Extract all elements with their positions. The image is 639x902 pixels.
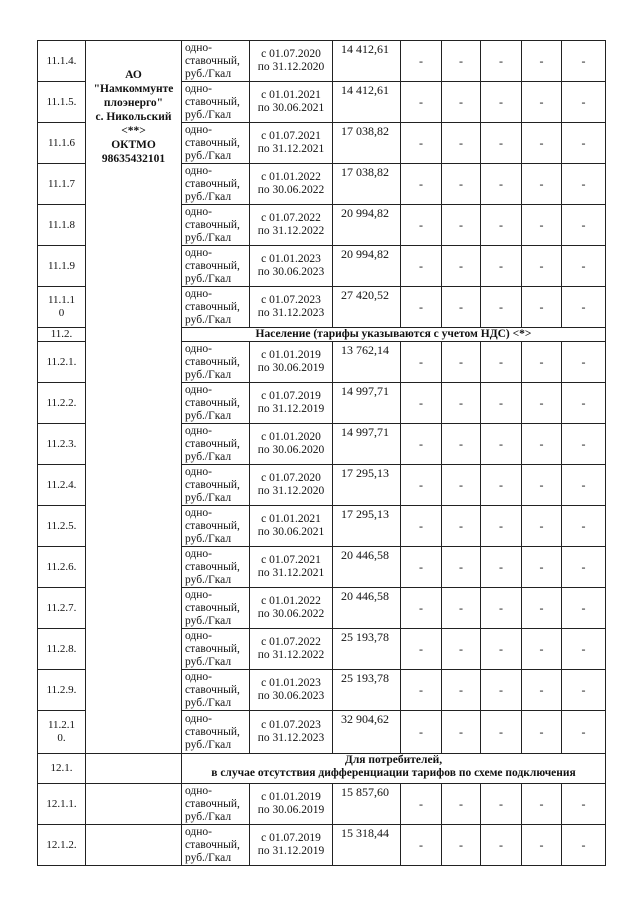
empty-value-dash: - xyxy=(401,246,442,287)
tariff-period xyxy=(250,465,333,506)
section-number: 12.1. xyxy=(38,754,86,784)
empty-value-dash: - xyxy=(562,825,606,866)
tariff-type-line: ставочный, xyxy=(185,725,240,738)
organization-line7: 98635432101 xyxy=(101,153,166,165)
tariff-type-line: одно- xyxy=(185,712,213,725)
period-to: по 31.12.2020 xyxy=(257,61,325,73)
tariff-type-line: одно- xyxy=(185,164,213,177)
tariff-table xyxy=(37,40,606,866)
row-number: 11.2.8. xyxy=(38,629,86,670)
tariff-type-line: одно- xyxy=(185,588,213,601)
period-to: по 31.12.2022 xyxy=(257,225,325,237)
tariff-period xyxy=(250,164,333,205)
empty-value-dash: - xyxy=(481,784,522,825)
empty-value-dash: - xyxy=(401,465,442,506)
empty-value-dash: - xyxy=(442,41,481,82)
tariff-period xyxy=(250,41,333,82)
tariff-type-line: руб./Гкал xyxy=(185,368,232,381)
empty-value-dash: - xyxy=(442,506,481,547)
empty-value-dash: - xyxy=(562,465,606,506)
period-from: с 01.07.2021 xyxy=(261,554,321,566)
empty-value-dash: - xyxy=(401,711,442,754)
empty-value-dash: - xyxy=(522,287,562,328)
empty-value-dash: - xyxy=(401,424,442,465)
empty-value-dash: - xyxy=(442,205,481,246)
tariff-value: 14 997,71 xyxy=(333,424,401,465)
empty-value-dash: - xyxy=(562,711,606,754)
period-from: с 01.01.2022 xyxy=(261,171,321,183)
empty-value-dash: - xyxy=(442,164,481,205)
tariff-type xyxy=(182,123,250,164)
empty-value-dash: - xyxy=(481,465,522,506)
period-from: с 01.01.2021 xyxy=(261,513,321,525)
tariff-period xyxy=(250,825,333,866)
empty-value-dash: - xyxy=(562,82,606,123)
tariff-period xyxy=(250,506,333,547)
tariff-value: 17 295,13 xyxy=(333,465,401,506)
empty-value-dash: - xyxy=(401,506,442,547)
empty-value-dash: - xyxy=(442,82,481,123)
empty-value-dash: - xyxy=(481,82,522,123)
tariff-value: 15 857,60 xyxy=(333,784,401,825)
period-to: по 30.06.2022 xyxy=(257,184,325,196)
tariff-type-line: одно- xyxy=(185,629,213,642)
tariff-value: 25 193,78 xyxy=(333,670,401,711)
empty-value-dash: - xyxy=(481,506,522,547)
empty-value-dash: - xyxy=(522,342,562,383)
empty-value-dash: - xyxy=(442,383,481,424)
tariff-type-line: одно- xyxy=(185,784,213,797)
tariff-type xyxy=(182,784,250,825)
row-number: 11.1.5. xyxy=(38,82,86,123)
tariff-table-body xyxy=(38,41,606,866)
tariff-type-line: ставочный, xyxy=(185,136,240,149)
empty-value-dash: - xyxy=(522,383,562,424)
empty-value-dash: - xyxy=(481,629,522,670)
empty-value-dash: - xyxy=(401,629,442,670)
tariff-type-line: одно- xyxy=(185,246,213,259)
tariff-period xyxy=(250,670,333,711)
tariff-type-line: одно- xyxy=(185,465,213,478)
row-number: 11.2.6. xyxy=(38,547,86,588)
period-from: с 01.01.2019 xyxy=(261,349,321,361)
period-from: с 01.01.2023 xyxy=(261,253,321,265)
organization-line5: <**> xyxy=(121,125,146,137)
empty-value-dash: - xyxy=(442,629,481,670)
row-number: 11.2.5. xyxy=(38,506,86,547)
tariff-type-line: ставочный, xyxy=(185,437,240,450)
tariff-type xyxy=(182,164,250,205)
tariff-type-line: ставочный, xyxy=(185,478,240,491)
empty-value-dash: - xyxy=(562,123,606,164)
empty-value-dash: - xyxy=(401,287,442,328)
tariff-type-line: руб./Гкал xyxy=(185,614,232,627)
row-number-line: 11.2.1 xyxy=(47,719,76,731)
tariff-type-line: ставочный, xyxy=(185,560,240,573)
tariff-type-line: ставочный, xyxy=(185,300,240,313)
tariff-type-line: руб./Гкал xyxy=(185,450,232,463)
tariff-type xyxy=(182,629,250,670)
tariff-type-line: одно- xyxy=(185,424,213,437)
empty-value-dash: - xyxy=(562,784,606,825)
tariff-type xyxy=(182,670,250,711)
row-number-line: 11.1.1 xyxy=(47,294,76,306)
empty-value-dash: - xyxy=(522,588,562,629)
period-to: по 30.06.2020 xyxy=(257,444,325,456)
period-to: по 31.12.2021 xyxy=(257,143,325,155)
tariff-type-line: ставочный, xyxy=(185,642,240,655)
empty-value-dash: - xyxy=(522,41,562,82)
tariff-value: 17 038,82 xyxy=(333,164,401,205)
tariff-type-line: ставочный, xyxy=(185,396,240,409)
empty-value-dash: - xyxy=(442,588,481,629)
empty-value-dash: - xyxy=(481,825,522,866)
empty-value-dash: - xyxy=(401,41,442,82)
tariff-type-line: руб./Гкал xyxy=(185,491,232,504)
tariff-period xyxy=(250,287,333,328)
section-title-line: в случае отсутствия дифференциации тарифов по схеме подключения xyxy=(211,766,576,779)
tariff-value: 20 994,82 xyxy=(333,205,401,246)
tariff-type xyxy=(182,588,250,629)
empty-value-dash: - xyxy=(442,342,481,383)
organization-cell xyxy=(86,825,182,866)
tariff-value: 14 997,71 xyxy=(333,383,401,424)
period-to: по 30.06.2023 xyxy=(257,266,325,278)
tariff-type-line: ставочный, xyxy=(185,683,240,696)
empty-value-dash: - xyxy=(481,711,522,754)
organization-line1: АО xyxy=(125,69,142,81)
tariff-type-line: ставочный, xyxy=(185,54,240,67)
empty-value-dash: - xyxy=(481,164,522,205)
tariff-value: 15 318,44 xyxy=(333,825,401,866)
tariff-period xyxy=(250,711,333,754)
row-number: 11.1.6 xyxy=(38,123,86,164)
period-to: по 31.12.2019 xyxy=(257,403,325,415)
row-number: 11.2.7. xyxy=(38,588,86,629)
table-row xyxy=(38,784,606,825)
empty-value-dash: - xyxy=(522,825,562,866)
empty-value-dash: - xyxy=(481,547,522,588)
section-title: Население (тарифы указываются с учетом НДС) <*> xyxy=(182,328,606,342)
tariff-type-line: ставочный, xyxy=(185,797,240,810)
tariff-type-line: руб./Гкал xyxy=(185,409,232,422)
tariff-type-line: ставочный, xyxy=(185,838,240,851)
empty-value-dash: - xyxy=(562,205,606,246)
period-from: с 01.07.2022 xyxy=(261,212,321,224)
row-number xyxy=(38,711,86,754)
period-from: с 01.01.2023 xyxy=(261,677,321,689)
tariff-period xyxy=(250,246,333,287)
period-from: с 01.01.2021 xyxy=(261,89,321,101)
empty-value-dash: - xyxy=(562,424,606,465)
empty-value-dash: - xyxy=(442,711,481,754)
empty-value-dash: - xyxy=(522,506,562,547)
section-number: 11.2. xyxy=(38,328,86,342)
tariff-type-line: руб./Гкал xyxy=(185,231,232,244)
tariff-type xyxy=(182,287,250,328)
tariff-period xyxy=(250,629,333,670)
tariff-value: 20 994,82 xyxy=(333,246,401,287)
period-to: по 31.12.2019 xyxy=(257,845,325,857)
empty-value-dash: - xyxy=(481,670,522,711)
tariff-period xyxy=(250,588,333,629)
row-number: 11.1.4. xyxy=(38,41,86,82)
empty-value-dash: - xyxy=(522,465,562,506)
tariff-type-line: одно- xyxy=(185,506,213,519)
empty-value-dash: - xyxy=(442,784,481,825)
empty-value-dash: - xyxy=(562,547,606,588)
tariff-period xyxy=(250,547,333,588)
row-number: 11.1.7 xyxy=(38,164,86,205)
tariff-period xyxy=(250,82,333,123)
tariff-type-line: ставочный, xyxy=(185,177,240,190)
tariff-value: 14 412,61 xyxy=(333,41,401,82)
row-number: 12.1.1. xyxy=(38,784,86,825)
tariff-table-page xyxy=(37,40,605,866)
empty-value-dash: - xyxy=(442,825,481,866)
table-row xyxy=(38,41,606,82)
tariff-type-line: одно- xyxy=(185,287,213,300)
period-from: с 01.07.2020 xyxy=(261,472,321,484)
row-number: 11.2.3. xyxy=(38,424,86,465)
period-to: по 31.12.2023 xyxy=(257,307,325,319)
tariff-period xyxy=(250,784,333,825)
empty-value-dash: - xyxy=(562,164,606,205)
empty-value-dash: - xyxy=(522,205,562,246)
period-from: с 01.07.2019 xyxy=(261,832,321,844)
tariff-type xyxy=(182,342,250,383)
empty-value-dash: - xyxy=(401,383,442,424)
organization-line3: плоэнерго" xyxy=(103,97,164,109)
tariff-type-line: руб./Гкал xyxy=(185,272,232,285)
period-from: с 01.01.2020 xyxy=(261,431,321,443)
tariff-type-line: руб./Гкал xyxy=(185,313,232,326)
period-from: с 01.07.2023 xyxy=(261,719,321,731)
tariff-type xyxy=(182,547,250,588)
tariff-type-line: ставочный, xyxy=(185,601,240,614)
row-number: 11.1.9 xyxy=(38,246,86,287)
tariff-period xyxy=(250,383,333,424)
tariff-value: 13 762,14 xyxy=(333,342,401,383)
empty-value-dash: - xyxy=(562,506,606,547)
tariff-type-line: руб./Гкал xyxy=(185,67,232,80)
empty-value-dash: - xyxy=(522,670,562,711)
empty-value-dash: - xyxy=(522,82,562,123)
tariff-type-line: руб./Гкал xyxy=(185,108,232,121)
empty-value-dash: - xyxy=(481,41,522,82)
empty-value-dash: - xyxy=(562,670,606,711)
tariff-type-line: одно- xyxy=(185,547,213,560)
empty-value-dash: - xyxy=(401,825,442,866)
section-header-row xyxy=(38,754,606,784)
tariff-type-line: ставочный, xyxy=(185,218,240,231)
period-to: по 30.06.2021 xyxy=(257,102,325,114)
tariff-type-line: одно- xyxy=(185,825,213,838)
tariff-type-line: одно- xyxy=(185,383,213,396)
period-to: по 31.12.2023 xyxy=(257,732,325,744)
empty-value-dash: - xyxy=(442,547,481,588)
tariff-type xyxy=(182,506,250,547)
empty-value-dash: - xyxy=(481,342,522,383)
empty-value-dash: - xyxy=(401,670,442,711)
tariff-type xyxy=(182,424,250,465)
tariff-type-line: руб./Гкал xyxy=(185,532,232,545)
organization-line4: с. Никольский xyxy=(95,111,172,123)
organization-cell xyxy=(86,784,182,825)
empty-value-dash: - xyxy=(522,711,562,754)
tariff-type xyxy=(182,711,250,754)
row-number: 11.2.9. xyxy=(38,670,86,711)
period-to: по 30.06.2023 xyxy=(257,690,325,702)
section-title-line: Для потребителей, xyxy=(344,754,443,766)
empty-value-dash: - xyxy=(562,629,606,670)
empty-value-dash: - xyxy=(562,342,606,383)
organization-cell xyxy=(86,41,182,754)
tariff-type xyxy=(182,246,250,287)
empty-value-dash: - xyxy=(562,41,606,82)
row-number: 11.1.8 xyxy=(38,205,86,246)
empty-value-dash: - xyxy=(401,588,442,629)
tariff-type-line: руб./Гкал xyxy=(185,655,232,668)
empty-value-dash: - xyxy=(401,205,442,246)
empty-value-dash: - xyxy=(562,287,606,328)
tariff-type-line: руб./Гкал xyxy=(185,149,232,162)
empty-value-dash: - xyxy=(522,123,562,164)
period-to: по 30.06.2022 xyxy=(257,608,325,620)
tariff-type-line: ставочный, xyxy=(185,95,240,108)
row-number-line: 0. xyxy=(57,732,66,744)
empty-value-dash: - xyxy=(442,246,481,287)
row-number: 12.1.2. xyxy=(38,825,86,866)
empty-value-dash: - xyxy=(481,424,522,465)
empty-value-dash: - xyxy=(401,342,442,383)
tariff-type-line: одно- xyxy=(185,41,213,54)
period-to: по 30.06.2019 xyxy=(257,804,325,816)
tariff-value: 17 038,82 xyxy=(333,123,401,164)
empty-value-dash: - xyxy=(562,246,606,287)
tariff-value: 20 446,58 xyxy=(333,547,401,588)
tariff-type-line: одно- xyxy=(185,342,213,355)
tariff-type xyxy=(182,383,250,424)
empty-value-dash: - xyxy=(522,629,562,670)
empty-value-dash: - xyxy=(442,670,481,711)
tariff-type-line: одно- xyxy=(185,670,213,683)
tariff-type xyxy=(182,82,250,123)
empty-value-dash: - xyxy=(481,205,522,246)
row-number-line: 0 xyxy=(58,307,65,319)
tariff-value: 25 193,78 xyxy=(333,629,401,670)
section-title xyxy=(182,754,606,784)
tariff-type-line: руб./Гкал xyxy=(185,851,232,864)
empty-value-dash: - xyxy=(481,287,522,328)
period-from: с 01.07.2022 xyxy=(261,636,321,648)
period-from: с 01.07.2021 xyxy=(261,130,321,142)
empty-value-dash: - xyxy=(481,383,522,424)
row-number xyxy=(38,287,86,328)
tariff-type-line: руб./Гкал xyxy=(185,573,232,586)
tariff-value: 17 295,13 xyxy=(333,506,401,547)
empty-value-dash: - xyxy=(442,287,481,328)
period-to: по 30.06.2021 xyxy=(257,526,325,538)
tariff-period xyxy=(250,205,333,246)
period-from: с 01.07.2023 xyxy=(261,294,321,306)
empty-value-dash: - xyxy=(481,588,522,629)
table-row xyxy=(38,825,606,866)
empty-value-dash: - xyxy=(401,82,442,123)
empty-value-dash: - xyxy=(522,246,562,287)
period-from: с 01.01.2019 xyxy=(261,791,321,803)
row-number: 11.2.1. xyxy=(38,342,86,383)
empty-value-dash: - xyxy=(401,164,442,205)
period-to: по 31.12.2022 xyxy=(257,649,325,661)
tariff-type-line: руб./Гкал xyxy=(185,738,232,751)
organization-line2: "Намкоммунте xyxy=(93,83,174,95)
tariff-type-line: руб./Гкал xyxy=(185,696,232,709)
tariff-type-line: одно- xyxy=(185,123,213,136)
period-from: с 01.01.2022 xyxy=(261,595,321,607)
empty-value-dash: - xyxy=(562,588,606,629)
empty-value-dash: - xyxy=(522,164,562,205)
tariff-type xyxy=(182,465,250,506)
tariff-period xyxy=(250,342,333,383)
empty-value-dash: - xyxy=(442,465,481,506)
empty-value-dash: - xyxy=(401,784,442,825)
empty-value-dash: - xyxy=(442,123,481,164)
tariff-period xyxy=(250,424,333,465)
empty-value-dash: - xyxy=(401,123,442,164)
organization-cell xyxy=(86,754,182,784)
tariff-type-line: ставочный, xyxy=(185,259,240,272)
tariff-type-line: ставочный, xyxy=(185,355,240,368)
empty-value-dash: - xyxy=(522,784,562,825)
period-to: по 31.12.2021 xyxy=(257,567,325,579)
organization-line6: ОКТМО xyxy=(111,139,156,151)
tariff-period xyxy=(250,123,333,164)
empty-value-dash: - xyxy=(442,424,481,465)
period-from: с 01.07.2019 xyxy=(261,390,321,402)
tariff-value: 20 446,58 xyxy=(333,588,401,629)
empty-value-dash: - xyxy=(522,424,562,465)
empty-value-dash: - xyxy=(522,547,562,588)
empty-value-dash: - xyxy=(481,123,522,164)
row-number: 11.2.4. xyxy=(38,465,86,506)
empty-value-dash: - xyxy=(401,547,442,588)
tariff-type xyxy=(182,41,250,82)
tariff-value: 14 412,61 xyxy=(333,82,401,123)
period-to: по 31.12.2020 xyxy=(257,485,325,497)
tariff-type-line: руб./Гкал xyxy=(185,810,232,823)
tariff-type-line: ставочный, xyxy=(185,519,240,532)
row-number: 11.2.2. xyxy=(38,383,86,424)
tariff-value: 32 904,62 xyxy=(333,711,401,754)
tariff-type xyxy=(182,825,250,866)
tariff-type-line: одно- xyxy=(185,205,213,218)
tariff-type-line: одно- xyxy=(185,82,213,95)
tariff-value: 27 420,52 xyxy=(333,287,401,328)
tariff-type-line: руб./Гкал xyxy=(185,190,232,203)
period-from: с 01.07.2020 xyxy=(261,48,321,60)
tariff-type xyxy=(182,205,250,246)
empty-value-dash: - xyxy=(562,383,606,424)
period-to: по 30.06.2019 xyxy=(257,362,325,374)
empty-value-dash: - xyxy=(481,246,522,287)
